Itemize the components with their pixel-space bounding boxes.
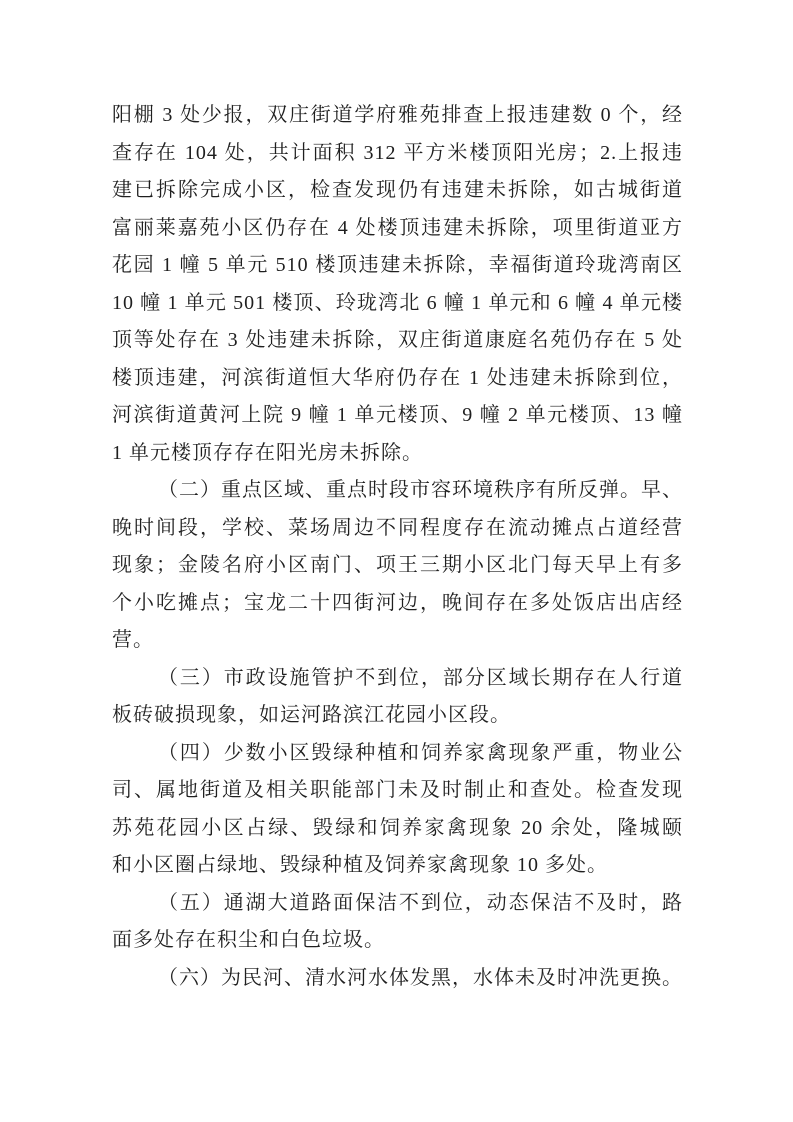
text-line: 板砖破损现象，如运河路滨江花园小区段。 <box>112 704 511 726</box>
text-line: 顶等处存在 3 处违建未拆除，双庄街道康庭名苑仍存在 5 处 <box>112 329 683 351</box>
text-line: 面多处存在积尘和白色垃圾。 <box>112 929 385 951</box>
text-line: 和小区圈占绿地、毁绿种植及饲养家禽现象 10 多处。 <box>112 854 608 876</box>
text-line: 阳棚 3 处少报，双庄街道学府雅苑排查上报违建数 0 个，经 <box>112 104 683 126</box>
text-line: 个小吃摊点；宝龙二十四街河边，晚间存在多处饭店出店经 <box>112 591 683 614</box>
text-line: （五）通湖大道路面保洁不到位，动态保洁不及时，路 <box>158 891 683 914</box>
text-line: 营。 <box>112 629 154 651</box>
text-line: （六）为民河、清水河水体发黑，水体未及时冲洗更换。 <box>158 966 683 989</box>
text-line: 10 幢 1 单元 501 楼顶、玲珑湾北 6 幢 1 单元和 6 幢 4 单元楼 <box>112 291 683 314</box>
text-line: （二）重点区域、重点时段市容环境秩序有所反弹。早、 <box>158 479 683 501</box>
text-line: （四）少数小区毁绿种植和饲养家禽现象严重，物业公 <box>158 741 683 764</box>
text-line: 现象；金陵名府小区南门、项王三期小区北门每天早上有多 <box>112 554 683 576</box>
text-line: 1 单元楼顶存存在阳光房未拆除。 <box>112 441 423 464</box>
text-line: 河滨街道黄河上院 9 幢 1 单元楼顶、9 幢 2 单元楼顶、13 幢 <box>112 404 683 426</box>
text-line: 建已拆除完成小区，检查发现仍有违建未拆除，如古城街道 <box>112 179 683 201</box>
text-line: 查存在 104 处，共计面积 312 平方米楼顶阳光房；2.上报违 <box>112 141 683 164</box>
text-line: 司、属地街道及相关职能部门未及时制止和查处。检查发现 <box>112 779 683 801</box>
text-line: 晚时间段，学校、菜场周边不同程度存在流动摊点占道经营 <box>112 516 683 539</box>
text-line: 富丽莱嘉苑小区仍存在 4 处楼顶违建未拆除，项里街道亚方 <box>112 216 683 239</box>
text-line: 苏苑花园小区占绿、毁绿和饲养家禽现象 20 余处，隆城颐 <box>112 816 683 839</box>
text-line: （三）市政设施管护不到位，部分区域长期存在人行道 <box>158 666 683 689</box>
text-line: 花园 1 幢 5 单元 510 楼顶违建未拆除，幸福街道玲珑湾南区 <box>112 254 683 276</box>
text-line: 楼顶违建，河滨街道恒大华府仍存在 1 处违建未拆除到位， <box>112 366 683 389</box>
document-body <box>112 97 683 997</box>
